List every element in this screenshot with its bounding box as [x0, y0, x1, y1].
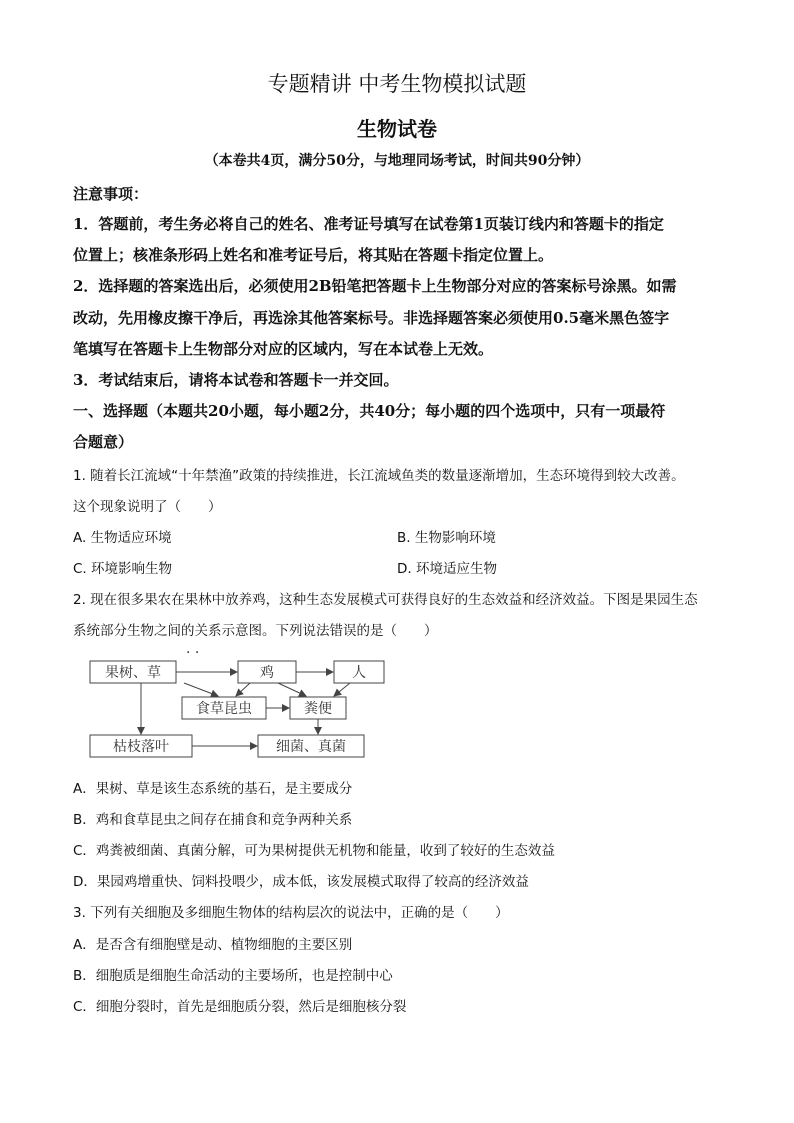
arrow-human-to-feces — [334, 683, 350, 696]
node-human: 人 — [352, 665, 366, 681]
arrow-chicken-eats-insects — [236, 683, 250, 696]
notice-line: 位置上；核准条形码上姓名和准考证号后，将其贴在答题卡指定位置上。 — [73, 246, 554, 264]
question-1-stem-cont: 这个现象说明了（ ） — [73, 499, 222, 515]
notice-line: 2．选择题的答案选出后，必须使用2B铅笔把答题卡上生物部分对应的答案标号涂黑。如需 — [73, 277, 677, 295]
question-3-option-b: B．细胞质是细胞生命活动的主要场所，也是控制中心 — [73, 968, 393, 984]
question-1-option-c: C. 环境影响生物 — [73, 561, 173, 577]
node-decomposers: 细菌、真菌 — [276, 739, 346, 755]
question-2-option-a: A．果树、草是该生态系统的基石，是主要成分 — [73, 781, 353, 797]
section-heading: 一、选择题（本题共20小题，每小题2分，共40分；每小题的四个选项中，只有一项最符 — [73, 402, 666, 420]
paper-meta: （本卷共4页，满分50分，与地理同场考试，时间共90分钟） — [204, 153, 590, 169]
food-web-diagram — [88, 647, 388, 759]
question-2-option-b: B．鸡和食草昆虫之间存在捕食和竞争两种关系 — [73, 812, 353, 828]
question-2-stem-cont: 系统部分生物之间的关系示意图。下列说法错误的是（ ） — [73, 623, 438, 639]
question-3-stem: 3. 下列有关细胞及多细胞生物体的结构层次的说法中，正确的是（ ） — [73, 905, 509, 921]
node-trees-grass: 果树、草 — [105, 665, 161, 681]
question-2-option-d: D．果园鸡增重快、饲料投喂少，成本低，该发展模式取得了较高的经济效益 — [73, 874, 529, 890]
question-3-option-a: A．是否含有细胞壁是动、植物细胞的主要区别 — [73, 937, 353, 953]
page-title: 专题精讲 中考生物模拟试题 — [267, 72, 527, 96]
question-1-option-a: A. 生物适应环境 — [73, 530, 172, 546]
notice-heading: 注意事项： — [73, 185, 149, 203]
notice-line: 改动，先用橡皮擦干净后，再选涂其他答案标号。非选择题答案必须使用0.5毫米黑色签字 — [73, 309, 670, 327]
arrow-chicken-to-feces — [278, 683, 306, 696]
notice-line: 笔填写在答题卡上生物部分对应的区域内，写在本试卷上无效。 — [73, 340, 494, 358]
question-1-option-b: B. 生物影响环境 — [397, 530, 496, 546]
question-2-option-c: C．鸡粪被细菌、真菌分解，可为果树提供无机物和能量，收到了较好的生态效益 — [73, 843, 555, 859]
node-insects: 食草昆虫 — [196, 701, 252, 717]
node-feces: 粪便 — [304, 701, 332, 717]
notice-line: 1．答题前，考生务必将自己的姓名、准考证号填写在试卷第1页装订线内和答题卡的指定 — [73, 215, 664, 233]
question-1-option-d: D. 环境适应生物 — [397, 561, 497, 577]
notice-line: 3．考试结束后，请将本试卷和答题卡一并交回。 — [73, 371, 399, 389]
section-heading-cont: 合题意） — [73, 433, 134, 451]
question-2-stem: 2. 现在很多果农在果林中放养鸡，这种生态发展模式可获得良好的生态效益和经济效益。下图是果园生态 — [73, 592, 698, 608]
question-3-option-c: C．细胞分裂时，首先是细胞质分裂，然后是细胞核分裂 — [73, 999, 407, 1015]
question-1-stem: 1. 随着长江流域“十年禁渔”政策的持续推进，长江流域鱼类的数量逐渐增加，生态环境得到较大改善。 — [73, 468, 685, 484]
arrow-trees-to-insects — [184, 683, 218, 696]
node-litter: 枯枝落叶 — [113, 739, 169, 755]
emphasis-dots: · · — [186, 647, 200, 661]
node-chicken: 鸡 — [260, 665, 274, 681]
paper-subtitle: 生物试卷 — [357, 117, 437, 141]
